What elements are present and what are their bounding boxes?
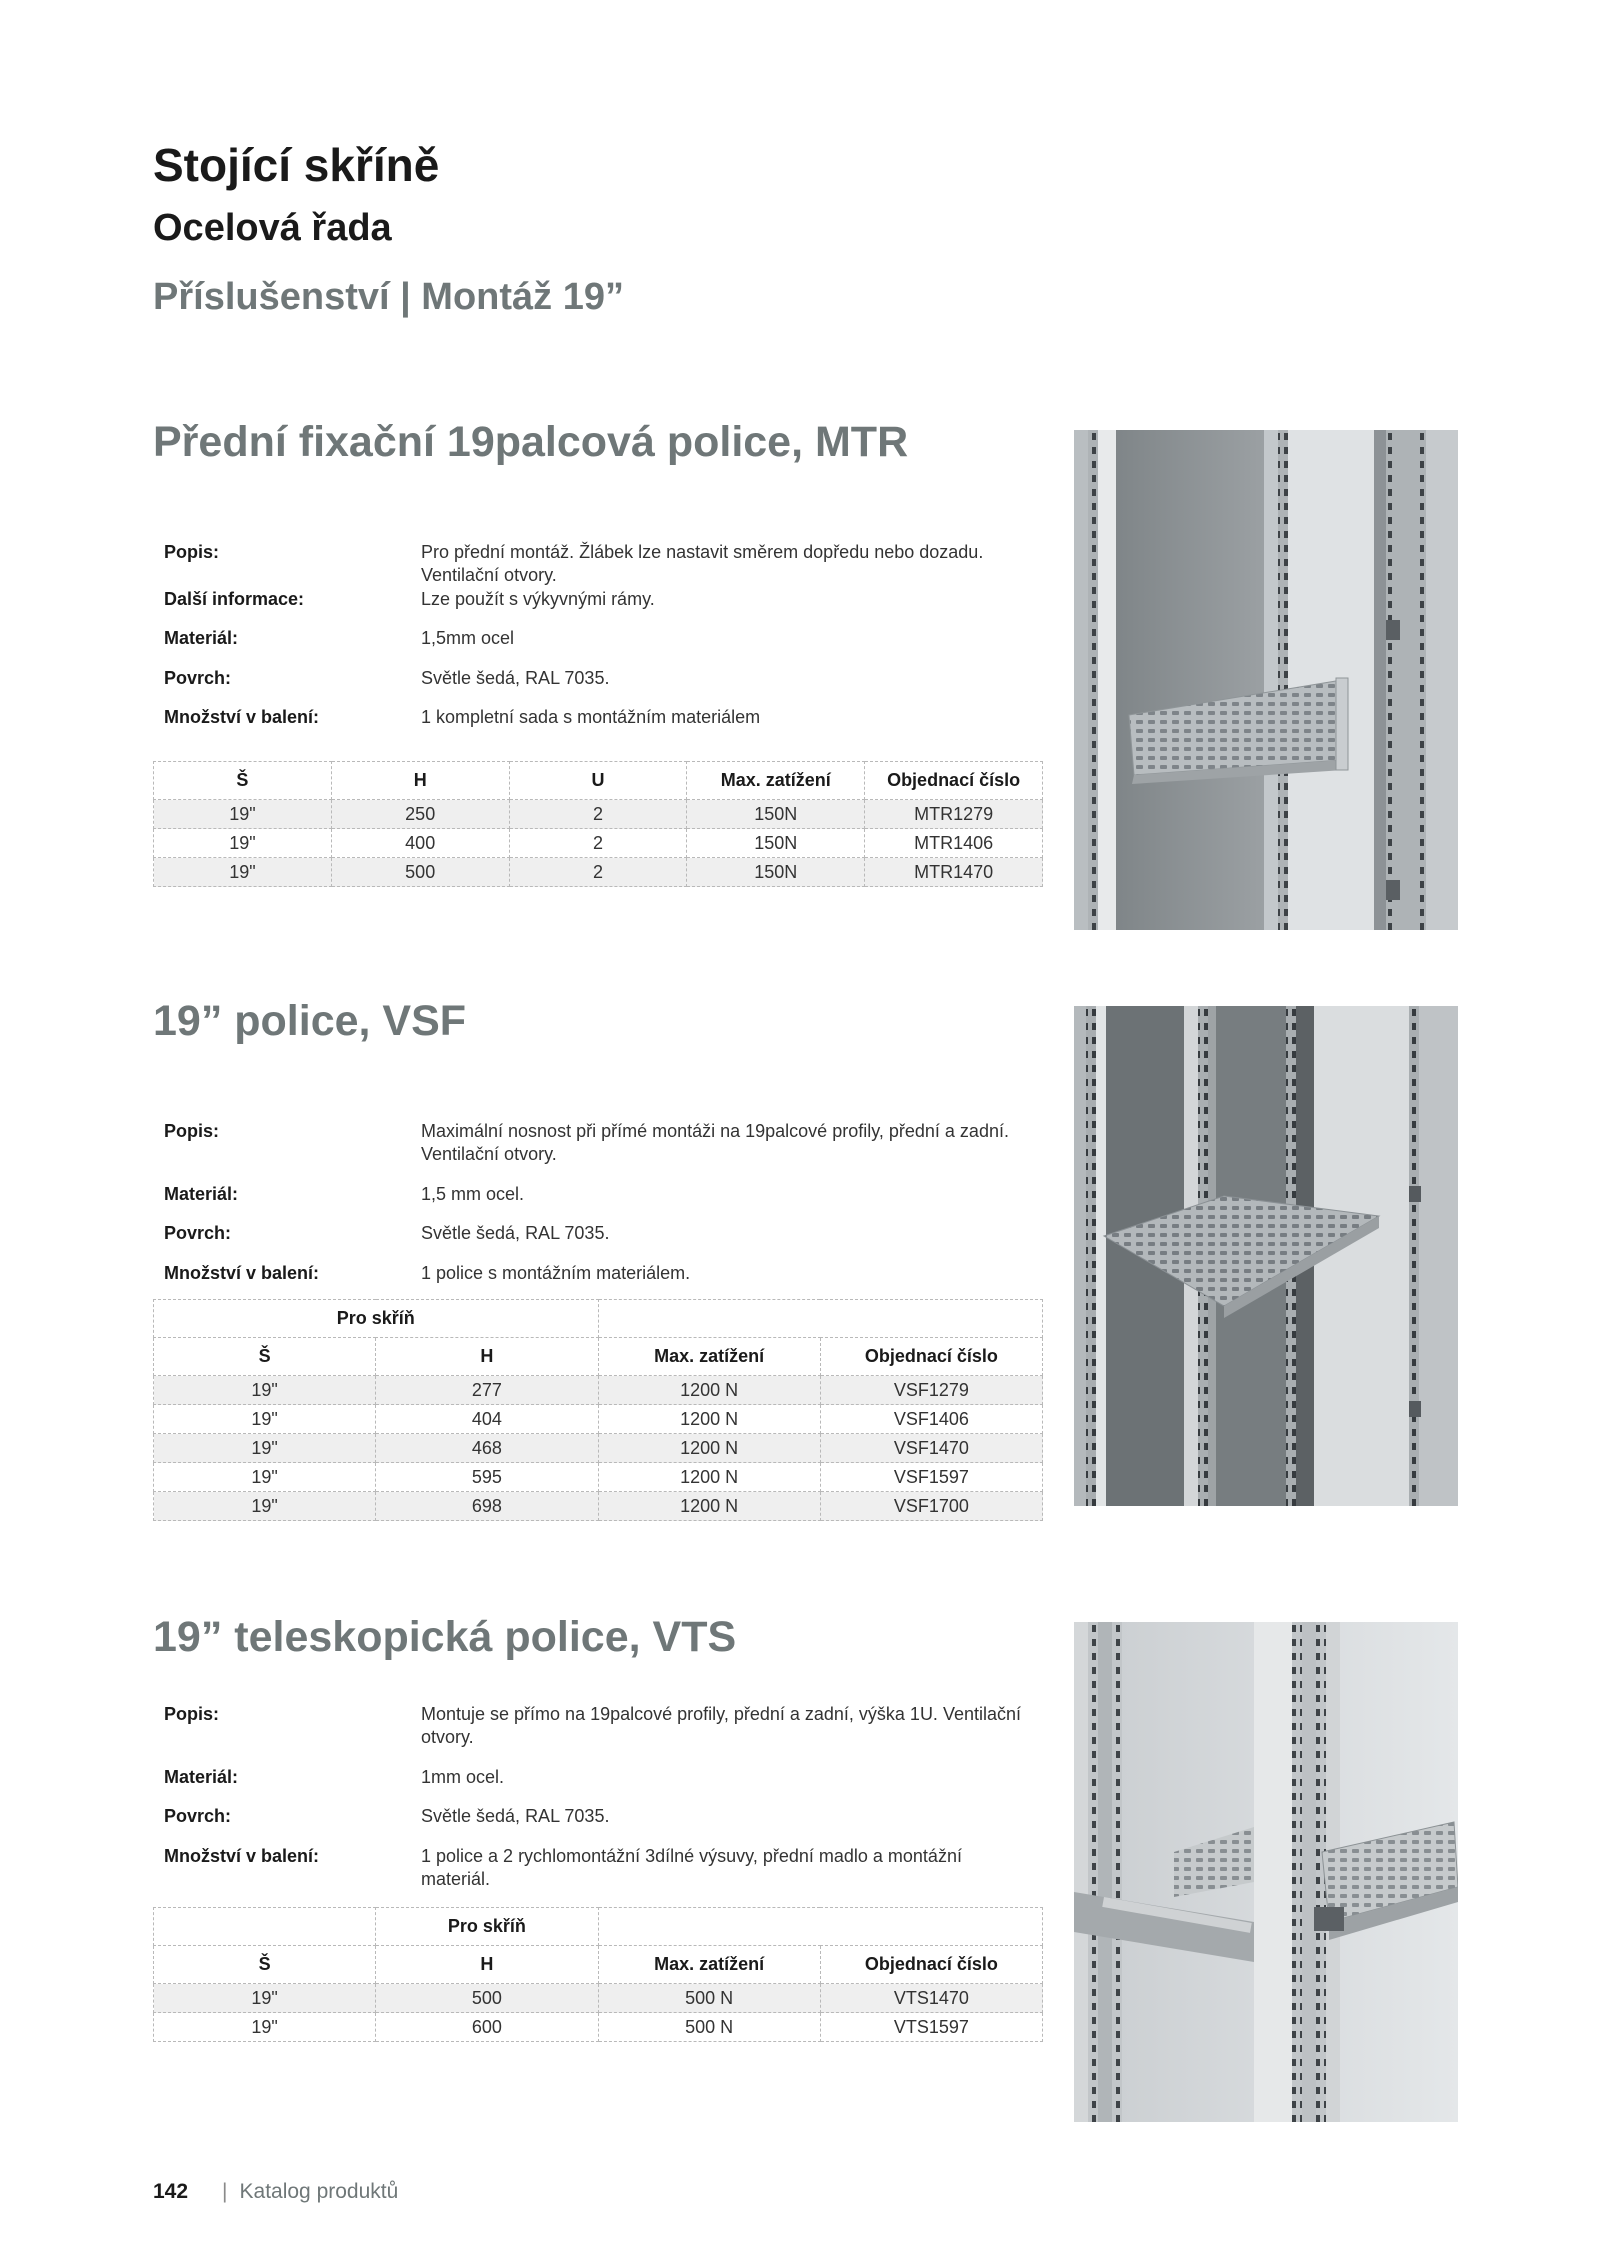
table-header-row <box>154 1946 1043 1984</box>
group-header-empty <box>598 1300 1043 1338</box>
prop-value: 1,5mm ocel <box>421 628 515 648</box>
page-footer <box>153 2180 398 2204</box>
table-cell: 698 <box>376 1492 598 1521</box>
table-cell: 2 <box>509 829 687 858</box>
table-cell: 150N <box>687 858 865 887</box>
table-cell: 1200 N <box>598 1434 820 1463</box>
prop-row <box>153 1222 1043 1262</box>
column-header: Š <box>154 1338 376 1376</box>
table-row <box>154 2013 1043 2042</box>
prop-label: Povrch: <box>164 1223 232 1243</box>
table-cell: 2 <box>509 800 687 829</box>
table-row <box>154 1492 1043 1521</box>
prop-row <box>153 1120 1043 1183</box>
prop-label: Množství v balení: <box>164 1263 320 1283</box>
prop-label: Další informace: <box>164 589 305 609</box>
table-cell: 600 <box>376 2013 598 2042</box>
prop-label: Popis: <box>164 542 220 562</box>
prop-label: Popis: <box>164 1704 220 1724</box>
page-number: 142 <box>153 2180 189 2203</box>
table-row <box>154 858 1043 887</box>
group-header: Pro skříň <box>154 1300 599 1338</box>
column-header: Š <box>154 762 332 800</box>
table-row <box>154 1463 1043 1492</box>
prop-row <box>153 1805 1043 1845</box>
table-cell: 468 <box>376 1434 598 1463</box>
column-header: U <box>509 762 687 800</box>
prop-value: Pro přední montáž. Žlábek lze nastavit směrem dopředu nebo dozadu. Ventilační otvory. <box>421 542 984 585</box>
table-cell: VSF1406 <box>820 1405 1042 1434</box>
prop-label: Množství v balení: <box>164 1846 320 1866</box>
table-cell: 1200 N <box>598 1376 820 1405</box>
prop-row <box>153 541 1043 588</box>
table-header-row <box>154 762 1043 800</box>
prop-label: Materiál: <box>164 628 239 648</box>
table-cell: 19" <box>154 800 332 829</box>
prop-value: Maximální nosnost při přímé montáži na 19palcové profily, přední a zadní. Ventilační otvory. <box>421 1121 1009 1164</box>
prop-row <box>153 706 1043 736</box>
table-cell: 500 N <box>598 2013 820 2042</box>
section-title-mtr: Přední fixační 19palcová police, MTR <box>153 418 909 466</box>
table-cell: 250 <box>331 800 509 829</box>
table-row <box>154 1434 1043 1463</box>
spec-table-vts <box>153 1907 1043 2042</box>
table-cell: 19" <box>154 2013 376 2042</box>
prop-row <box>153 1183 1043 1222</box>
table-cell: VSF1470 <box>820 1434 1042 1463</box>
table-cell: MTR1279 <box>865 800 1043 829</box>
table-row <box>154 800 1043 829</box>
prop-value: Lze použít s výkyvnými rámy. <box>421 589 655 609</box>
catalog-label: Katalog produktů <box>239 2180 399 2203</box>
table-row <box>154 1984 1043 2013</box>
table-group-row <box>154 1300 1043 1338</box>
table-cell: 19" <box>154 829 332 858</box>
prop-label: Materiál: <box>164 1184 239 1204</box>
table-cell: 19" <box>154 1376 376 1405</box>
column-header: Max. zatížení <box>598 1338 820 1376</box>
table-cell: 19" <box>154 1984 376 2013</box>
props-vsf <box>153 1120 1043 1292</box>
column-header: H <box>376 1338 598 1376</box>
prop-value: Montuje se přímo na 19palcové profily, přední a zadní, výška 1U. Ventilační otvory. <box>421 1704 1021 1747</box>
prop-row <box>153 1766 1043 1805</box>
prop-label: Povrch: <box>164 1806 232 1826</box>
group-header-empty <box>598 1908 1043 1946</box>
prop-value: Světle šedá, RAL 7035. <box>421 1223 610 1243</box>
prop-value: Světle šedá, RAL 7035. <box>421 668 610 688</box>
table-cell: VSF1597 <box>820 1463 1042 1492</box>
table-cell: 2 <box>509 858 687 887</box>
prop-label: Popis: <box>164 1121 220 1141</box>
spec-table-vsf <box>153 1299 1043 1521</box>
table-row <box>154 829 1043 858</box>
table-cell: VTS1597 <box>820 2013 1042 2042</box>
column-header: Objednací číslo <box>820 1338 1042 1376</box>
table-cell: VSF1279 <box>820 1376 1042 1405</box>
column-header: Max. zatížení <box>687 762 865 800</box>
table-cell: VTS1470 <box>820 1984 1042 2013</box>
prop-row <box>153 1703 1043 1766</box>
table-cell: MTR1406 <box>865 829 1043 858</box>
table-cell: 1200 N <box>598 1463 820 1492</box>
table-cell: 1200 N <box>598 1405 820 1434</box>
table-cell: 150N <box>687 829 865 858</box>
column-header: Objednací číslo <box>820 1946 1042 1984</box>
prop-row <box>153 1845 1043 1897</box>
page-title: Stojící skříně <box>153 139 440 191</box>
product-photo-vts <box>1074 1622 1458 2122</box>
table-cell: 19" <box>154 1434 376 1463</box>
prop-label: Množství v balení: <box>164 707 320 727</box>
table-cell: 19" <box>154 858 332 887</box>
table-cell: 277 <box>376 1376 598 1405</box>
prop-value: 1 police s montážním materiálem. <box>421 1263 691 1283</box>
section-title-vsf: 19” police, VSF <box>153 997 467 1045</box>
column-header: Š <box>154 1946 376 1984</box>
column-header: Objednací číslo <box>865 762 1043 800</box>
prop-row <box>153 588 1043 627</box>
table-cell: 500 N <box>598 1984 820 2013</box>
table-group-row <box>154 1908 1043 1946</box>
prop-value: 1,5 mm ocel. <box>421 1184 525 1204</box>
prop-value: 1mm ocel. <box>421 1767 505 1787</box>
table-cell: VSF1700 <box>820 1492 1042 1521</box>
prop-value: 1 kompletní sada s montážním materiálem <box>421 707 761 727</box>
table-cell: MTR1470 <box>865 858 1043 887</box>
prop-value: Světle šedá, RAL 7035. <box>421 1806 610 1826</box>
footer-separator: | <box>222 2180 228 2203</box>
table-cell: 150N <box>687 800 865 829</box>
page-subtitle: Ocelová řada <box>153 207 392 249</box>
prop-value: 1 police a 2 rychlomontážní 3dílné výsuvy, přední madlo a montážní materiál. <box>421 1846 962 1889</box>
spec-table-mtr <box>153 761 1043 887</box>
prop-row <box>153 627 1043 667</box>
props-mtr <box>153 541 1043 736</box>
column-header: H <box>331 762 509 800</box>
section-title-vts: 19” teleskopická police, VTS <box>153 1613 737 1661</box>
prop-label: Materiál: <box>164 1767 239 1787</box>
table-row <box>154 1405 1043 1434</box>
prop-row <box>153 667 1043 706</box>
product-photo-mtr <box>1074 430 1458 930</box>
table-cell: 595 <box>376 1463 598 1492</box>
prop-row <box>153 1262 1043 1292</box>
group-header: Pro skříň <box>376 1908 598 1946</box>
table-cell: 400 <box>331 829 509 858</box>
column-header: Max. zatížení <box>598 1946 820 1984</box>
props-vts <box>153 1703 1043 1897</box>
table-cell: 500 <box>331 858 509 887</box>
column-header: H <box>376 1946 598 1984</box>
group-header-empty <box>154 1908 376 1946</box>
table-cell: 19" <box>154 1405 376 1434</box>
table-row <box>154 1376 1043 1405</box>
table-header-row <box>154 1338 1043 1376</box>
table-cell: 404 <box>376 1405 598 1434</box>
table-cell: 1200 N <box>598 1492 820 1521</box>
page-category: Příslušenství | Montáž 19” <box>153 276 624 318</box>
table-cell: 500 <box>376 1984 598 2013</box>
product-photo-vsf <box>1074 1006 1458 1506</box>
table-cell: 19" <box>154 1492 376 1521</box>
prop-label: Povrch: <box>164 668 232 688</box>
table-cell: 19" <box>154 1463 376 1492</box>
